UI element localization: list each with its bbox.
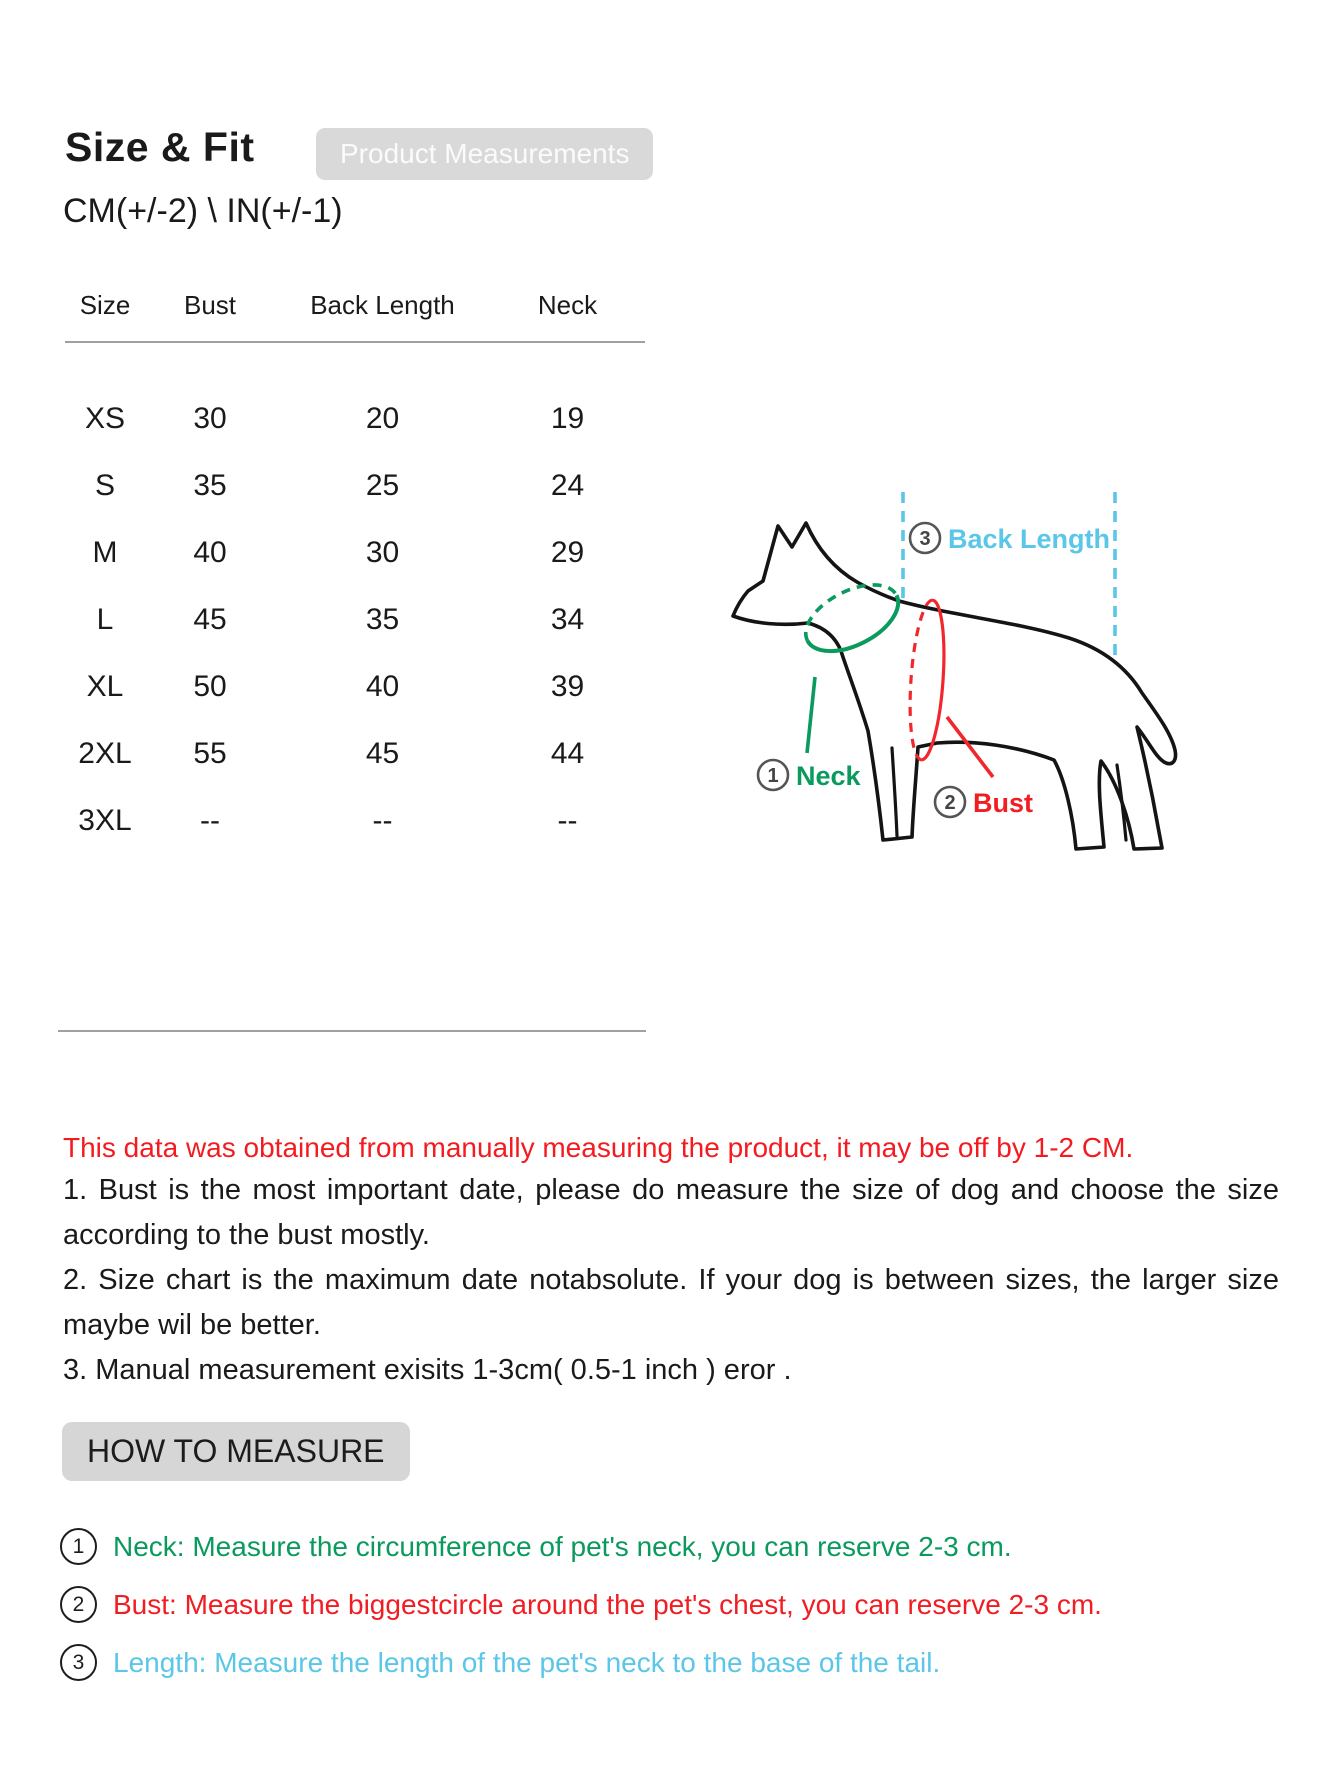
cell-neck: 19 xyxy=(550,401,585,435)
cell-bust: 35 xyxy=(193,468,227,502)
col-header-back-length: Back Length xyxy=(310,289,455,320)
product-measurements-badge: Product Measurements xyxy=(316,128,653,180)
cell-bust: 30 xyxy=(193,401,227,435)
table-row xyxy=(65,653,645,720)
table-row xyxy=(65,519,645,586)
circled-number-2-digit: 2 xyxy=(944,792,956,814)
table-row xyxy=(65,385,645,452)
cell-back-length: 45 xyxy=(365,736,400,770)
cell-neck: 24 xyxy=(550,468,585,502)
cell-bust: 50 xyxy=(193,669,227,703)
col-header-neck: Neck xyxy=(537,289,598,320)
cell-back-length: -- xyxy=(372,803,393,837)
note-3: 3. Manual measurement exisits 1-3cm( 0.5-1 inch ) eror . xyxy=(63,1354,792,1386)
neck-leader-line xyxy=(807,677,815,753)
table-row xyxy=(65,787,645,854)
cell-neck: 39 xyxy=(550,669,585,703)
page-title: Size & Fit xyxy=(65,124,255,170)
tolerance-note: CM(+/-2) \ IN(+/-1) xyxy=(63,192,343,230)
circled-number-2-icon: 2 xyxy=(60,1586,97,1623)
measure-step-bust xyxy=(60,1586,1102,1623)
measure-step-neck-text: Neck: Measure the circumference of pet's neck, you can reserve 2-3 cm. xyxy=(113,1530,1012,1562)
cell-back-length: 25 xyxy=(365,468,400,502)
cell-size: XL xyxy=(86,669,124,703)
circled-number-1-digit: 1 xyxy=(767,765,779,787)
cell-neck: 44 xyxy=(550,736,585,770)
cell-size: 3XL xyxy=(78,803,132,837)
measure-step-length-text: Length: Measure the length of the pet's neck to the base of the tail. xyxy=(113,1646,941,1678)
circled-number-1-icon: 1 xyxy=(60,1528,97,1565)
neck-label: Neck xyxy=(796,761,861,791)
sizing-notes xyxy=(63,1168,1279,1393)
cell-neck: -- xyxy=(557,803,578,837)
cell-bust: -- xyxy=(200,803,220,837)
size-table xyxy=(65,285,645,854)
cell-back-length: 20 xyxy=(365,401,400,435)
cell-back-length: 35 xyxy=(365,602,400,636)
cell-neck: 29 xyxy=(550,535,585,569)
circled-number-3-digit: 3 xyxy=(919,528,931,550)
table-row xyxy=(65,586,645,653)
col-header-size: Size xyxy=(79,289,131,320)
back-length-label: Back Length xyxy=(948,524,1111,554)
col-header-bust: Bust xyxy=(183,289,237,320)
cell-bust: 45 xyxy=(193,602,227,636)
cell-size: 2XL xyxy=(78,736,132,770)
table-row xyxy=(65,452,645,519)
measure-step-bust-text: Bust: Measure the biggestcircle around the pet's chest, you can reserve 2-3 cm. xyxy=(113,1588,1102,1620)
table-bottom-divider xyxy=(58,1030,646,1032)
table-row xyxy=(65,720,645,787)
dog-measurement-diagram xyxy=(645,430,1205,870)
how-to-measure-heading: HOW TO MEASURE xyxy=(62,1422,410,1481)
bust-label: Bust xyxy=(973,788,1033,818)
cell-bust: 55 xyxy=(193,736,227,770)
cell-neck: 34 xyxy=(550,602,585,636)
cell-size: M xyxy=(92,535,118,569)
measurement-disclaimer: This data was obtained from manually measuring the product, it may be off by 1-2 CM. xyxy=(63,1132,1134,1163)
cell-back-length: 40 xyxy=(365,669,400,703)
note-2: 2. Size chart is the maximum date notabsolute. If your dog is between sizes, the larger size maybe wil be better. xyxy=(63,1264,1279,1341)
note-1: 1. Bust is the most important date, please do measure the size of dog and choose the size according to the bust mostly. xyxy=(63,1174,1279,1251)
cell-size: XS xyxy=(84,401,126,435)
measure-steps xyxy=(60,1528,1102,1702)
cell-bust: 40 xyxy=(193,535,227,569)
cell-size: S xyxy=(94,468,115,502)
measure-step-neck xyxy=(60,1528,1102,1565)
cell-back-length: 30 xyxy=(365,535,400,569)
size-table-header xyxy=(65,285,645,343)
circled-number-3-icon: 3 xyxy=(60,1644,97,1681)
cell-size: L xyxy=(96,602,114,636)
measure-step-length xyxy=(60,1644,1102,1681)
